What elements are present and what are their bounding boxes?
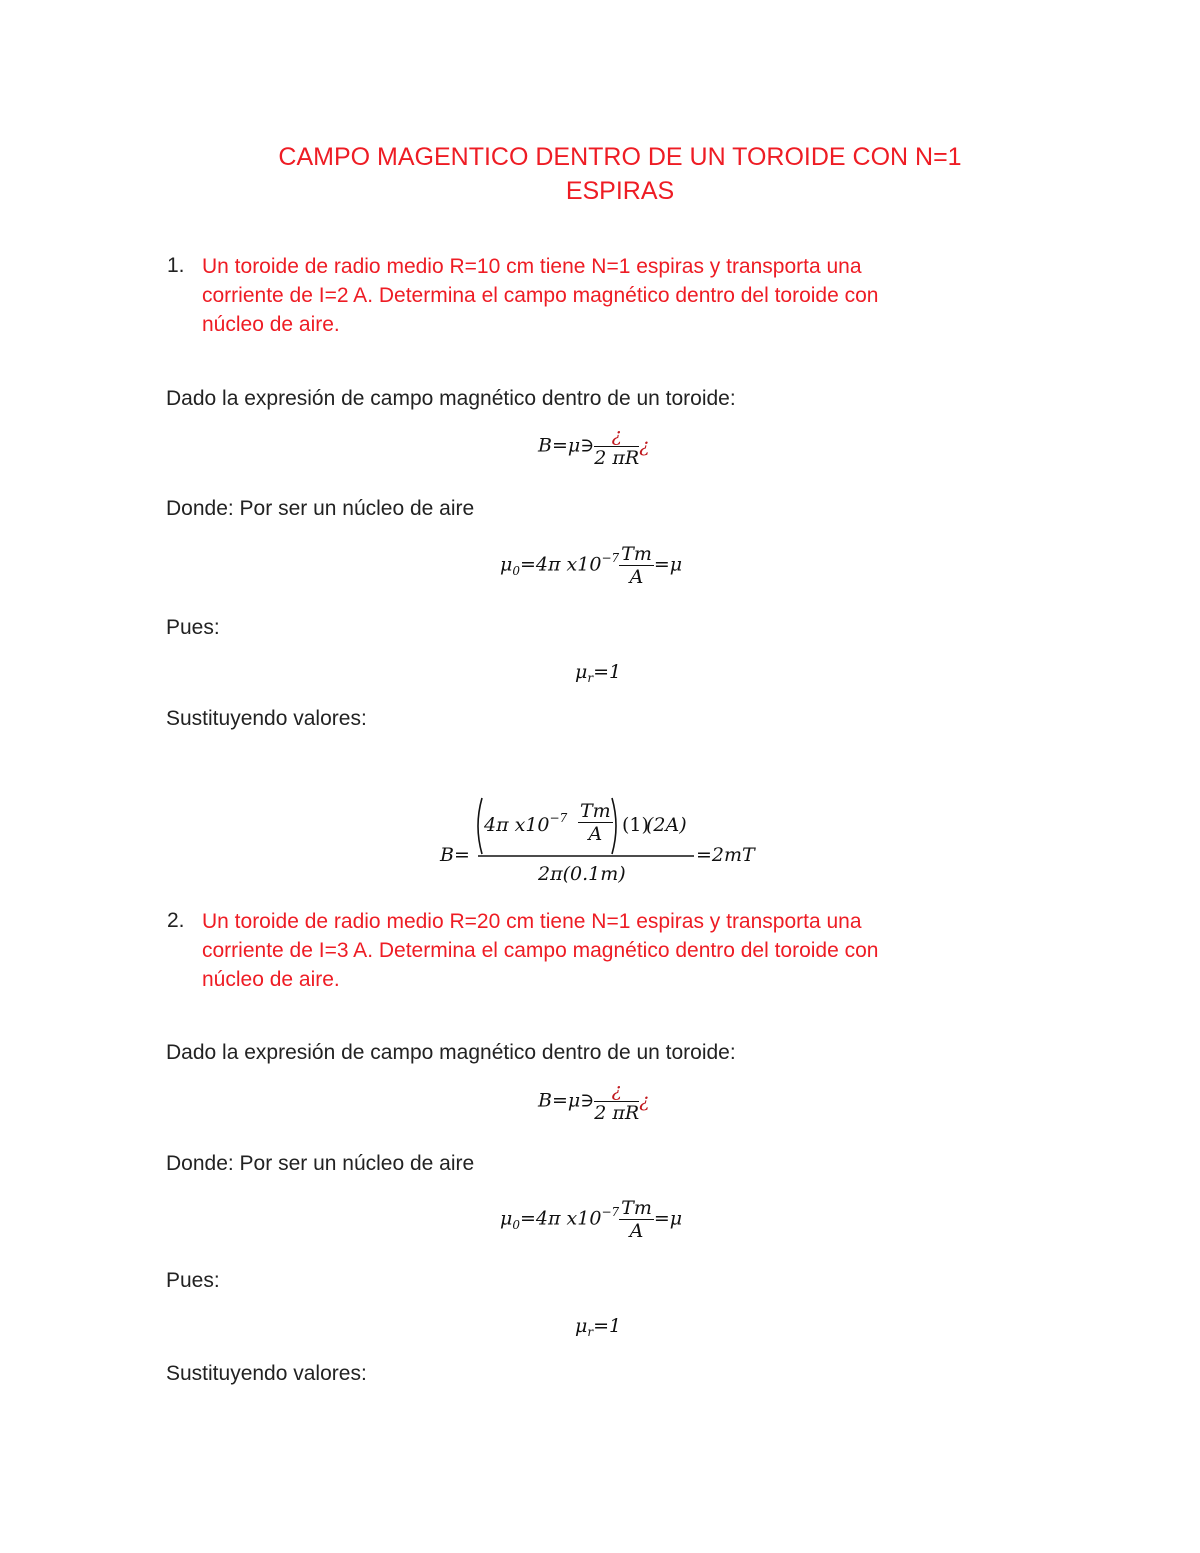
formula-b-den: 2 πR [594,1102,640,1124]
mu0-rhs: =μ [653,553,683,576]
problem-1-line: corriente de I=2 A. Determina el campo magnético dentro del toroide con [202,284,879,307]
problem-1-donde: Donde: Por ser un núcleo de aire [166,497,475,520]
mu0-rhs: =μ [653,1207,683,1230]
formula-mu0-1 [500,543,682,588]
subst-n: (1) [622,814,649,836]
formula-b-lhs: B=μ∋ [538,1089,595,1112]
subst-lhs: B= [440,844,470,866]
formula-b-num: ¿ [594,1079,639,1102]
formula-b-den: 2 πR [594,447,640,469]
mu0-lhs: μ [500,1207,513,1230]
subst-mu-text: 4π x10 [484,814,550,836]
mu0-lhs: μ [500,553,513,576]
formula-b-tail: ¿ [639,434,650,457]
mur-rhs: =1 [593,1315,622,1337]
document-title-line1: CAMPO MAGENTICO DENTRO DE UN TOROIDE CON N=1 [278,143,962,171]
problem-2-line: Un toroide de radio medio R=20 cm tiene N=1 espiras y transporta una [202,910,862,933]
formula-mur-2 [575,1315,621,1337]
mu0-unit-fraction [619,1197,654,1242]
subst-unit-num: Tm [580,800,611,822]
subst-result: =2mT [696,844,755,866]
subst-den: 2π(0.1m) [538,863,626,885]
subst-exp: −7 [549,811,568,825]
subst-mu-term [484,811,568,836]
problem-2-statement [202,907,1002,994]
problem-1-line: núcleo de aire. [202,313,340,336]
mu0-sub: 0 [512,563,520,578]
mu0-unit-num: Tm [621,1197,652,1219]
problem-1-pues: Pues: [166,616,220,639]
problem-2-line: corriente de I=3 A. Determina el campo magnético dentro del toroide con [202,939,879,962]
mur-lhs: μ [575,1315,588,1337]
formula-b-lhs: B=μ∋ [538,434,595,457]
problem-1-line: Un toroide de radio medio R=10 cm tiene N=1 espiras y transporta una [202,255,862,278]
subst-unit-fraction [578,800,613,845]
formula-b-fraction [594,424,639,469]
mu0-unit-fraction [619,543,654,588]
problem-1-number: 1. [167,254,185,277]
problem-2-donde: Donde: Por ser un núcleo de aire [166,1152,475,1175]
formula-b-fraction [594,1079,639,1124]
mu0-exp: −7 [601,1204,620,1219]
problem-2-number: 2. [167,909,185,932]
mu0-exp: −7 [601,550,620,565]
problem-2-pues: Pues: [166,1269,220,1292]
mu0-sub: 0 [512,1217,520,1232]
formula-b-2 [538,1079,649,1124]
problem-1-intro: Dado la expresión de campo magnético dentro de un toroide: [166,387,736,410]
mu0-unit-den: A [629,566,644,588]
formula-b-num: ¿ [594,424,639,447]
subst-current: (2A) [646,814,687,836]
problem-1-statement [202,252,1002,339]
document-title-line2: ESPIRAS [565,177,675,205]
mur-rhs: =1 [593,661,622,683]
problem-2-sustituyendo: Sustituyendo valores: [166,1362,367,1385]
mu0-eq: =4π x10 [520,1207,602,1230]
mur-sub: r [587,1325,594,1339]
mu0-unit-num: Tm [621,543,652,565]
subst-left-paren [478,798,482,854]
problem-2-intro: Dado la expresión de campo magnético dentro de un toroide: [166,1041,736,1064]
problem-2-line: núcleo de aire. [202,968,340,991]
substitution-formula [440,796,770,892]
mur-sub: r [587,671,594,685]
mu0-unit-den: A [629,1220,644,1242]
subst-unit-den: A [588,823,603,845]
formula-b-1 [538,424,649,469]
formula-mur-1 [575,661,621,683]
formula-mu0-2 [500,1197,682,1242]
mur-lhs: μ [575,661,588,683]
mu0-eq: =4π x10 [520,553,602,576]
problem-1-sustituyendo: Sustituyendo valores: [166,707,367,730]
formula-b-tail: ¿ [639,1089,650,1112]
